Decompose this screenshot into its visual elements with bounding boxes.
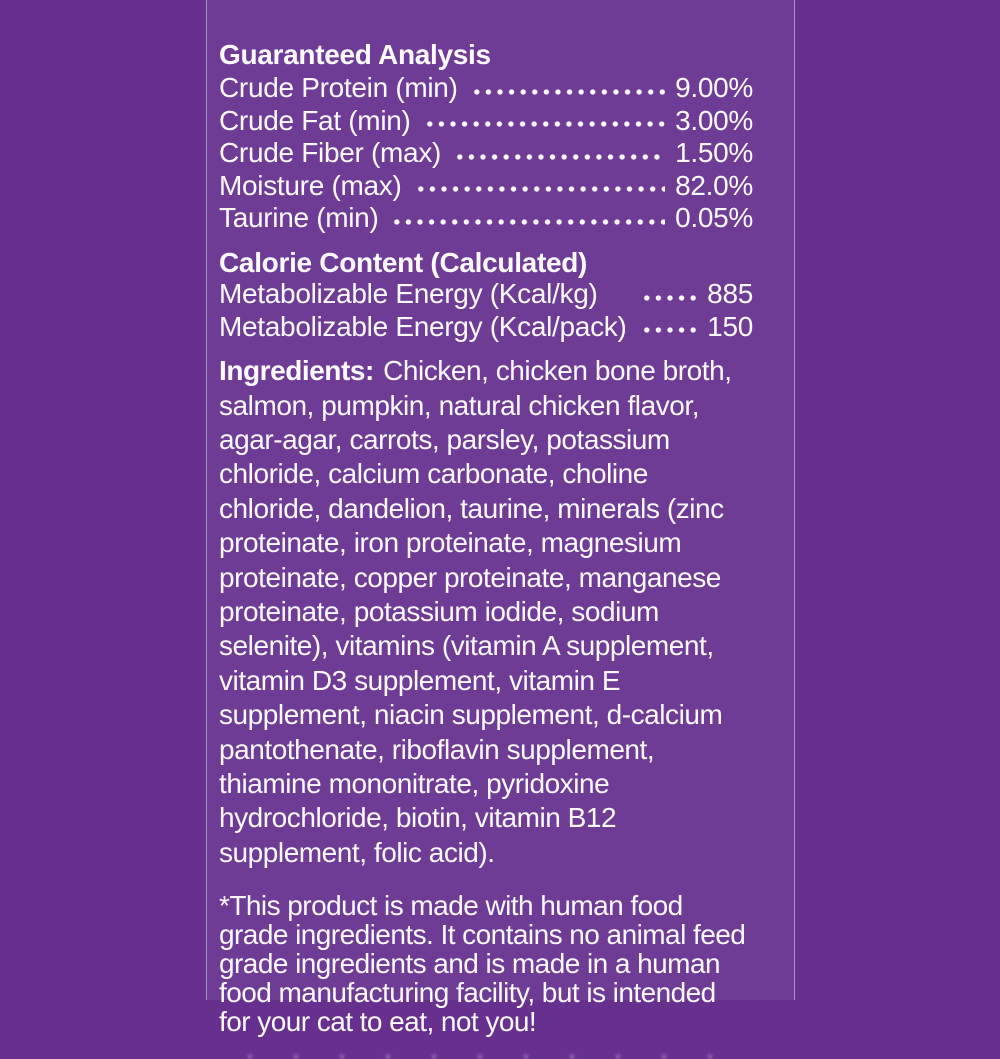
guaranteed-analysis-heading: Guaranteed Analysis <box>219 39 491 70</box>
analysis-row-label: Crude Fiber (max) <box>219 137 442 169</box>
dotted-leader <box>422 105 666 138</box>
dotted-leader <box>639 278 697 311</box>
dotted-leader <box>452 137 665 170</box>
analysis-row-label: Crude Protein (min) <box>219 72 458 103</box>
calorie-row-value: 885 <box>707 277 753 309</box>
spacer <box>627 311 640 344</box>
analysis-row-label: Crude Fat (min) <box>219 104 411 136</box>
calorie-row <box>219 311 753 344</box>
analysis-row-value: 9.00% <box>675 72 753 103</box>
dotted-leader <box>469 72 665 105</box>
analysis-row-value: 82.0% <box>675 169 753 201</box>
calorie-row-label: Metabolizable Energy (Kcal/kg) <box>219 277 598 309</box>
analysis-row-label: Moisture (max) <box>219 169 402 201</box>
dotted-leader <box>389 202 665 235</box>
calorie-row-value: 150 <box>707 310 753 342</box>
dotted-leader <box>639 311 697 344</box>
calorie-row-label: Metabolizable Energy (Kcal/pack) <box>219 310 627 342</box>
label-panel <box>206 0 795 1038</box>
analysis-row <box>219 137 753 170</box>
disclaimer-text: *This product is made with human food grade ingredients. It contains no animal feed grade ingredients and is made in a human food manufacturing facility, but is intended for your cat to eat, not you! <box>219 890 746 1038</box>
analysis-row-value: 1.50% <box>675 137 753 169</box>
label-content <box>207 0 794 1059</box>
dotted-leader <box>413 170 666 203</box>
analysis-row-value: 0.05% <box>675 202 753 234</box>
spacer <box>598 278 640 311</box>
calorie-row <box>219 278 753 311</box>
calorie-content-heading: Calorie Content (Calculated) <box>219 246 588 278</box>
analysis-row <box>219 72 753 105</box>
ingredients-paragraph <box>219 354 753 870</box>
faded-cutoff-text <box>219 1050 732 1059</box>
analysis-row-label: Taurine (min) <box>219 202 379 234</box>
ingredients-heading: Ingredients: <box>219 355 374 387</box>
analysis-row <box>219 202 753 235</box>
ingredients-text: Chicken, chicken bone broth, salmon, pumpkin, natural chicken flavor, agar-agar, carrots, parsley, potassium chloride, calcium carbonate, choline chloride, dandelion, taurine, minerals (zinc proteinate, iron proteinate, magnesium proteinate, copper proteinate, manganese proteinate, potassium iodide, sodium selenite), vitamins (vitamin A supplement, vitamin D3 supplement, vitamin E supplement, niacin supplement, d-calcium pantothenate, riboflavin supplement, thiamine mononitrate, pyridoxine hydrochloride, biotin, vitamin B12 supplement, folic acid). <box>219 355 732 868</box>
analysis-row <box>219 105 753 138</box>
analysis-row-value: 3.00% <box>675 104 753 136</box>
analysis-row <box>219 170 753 203</box>
